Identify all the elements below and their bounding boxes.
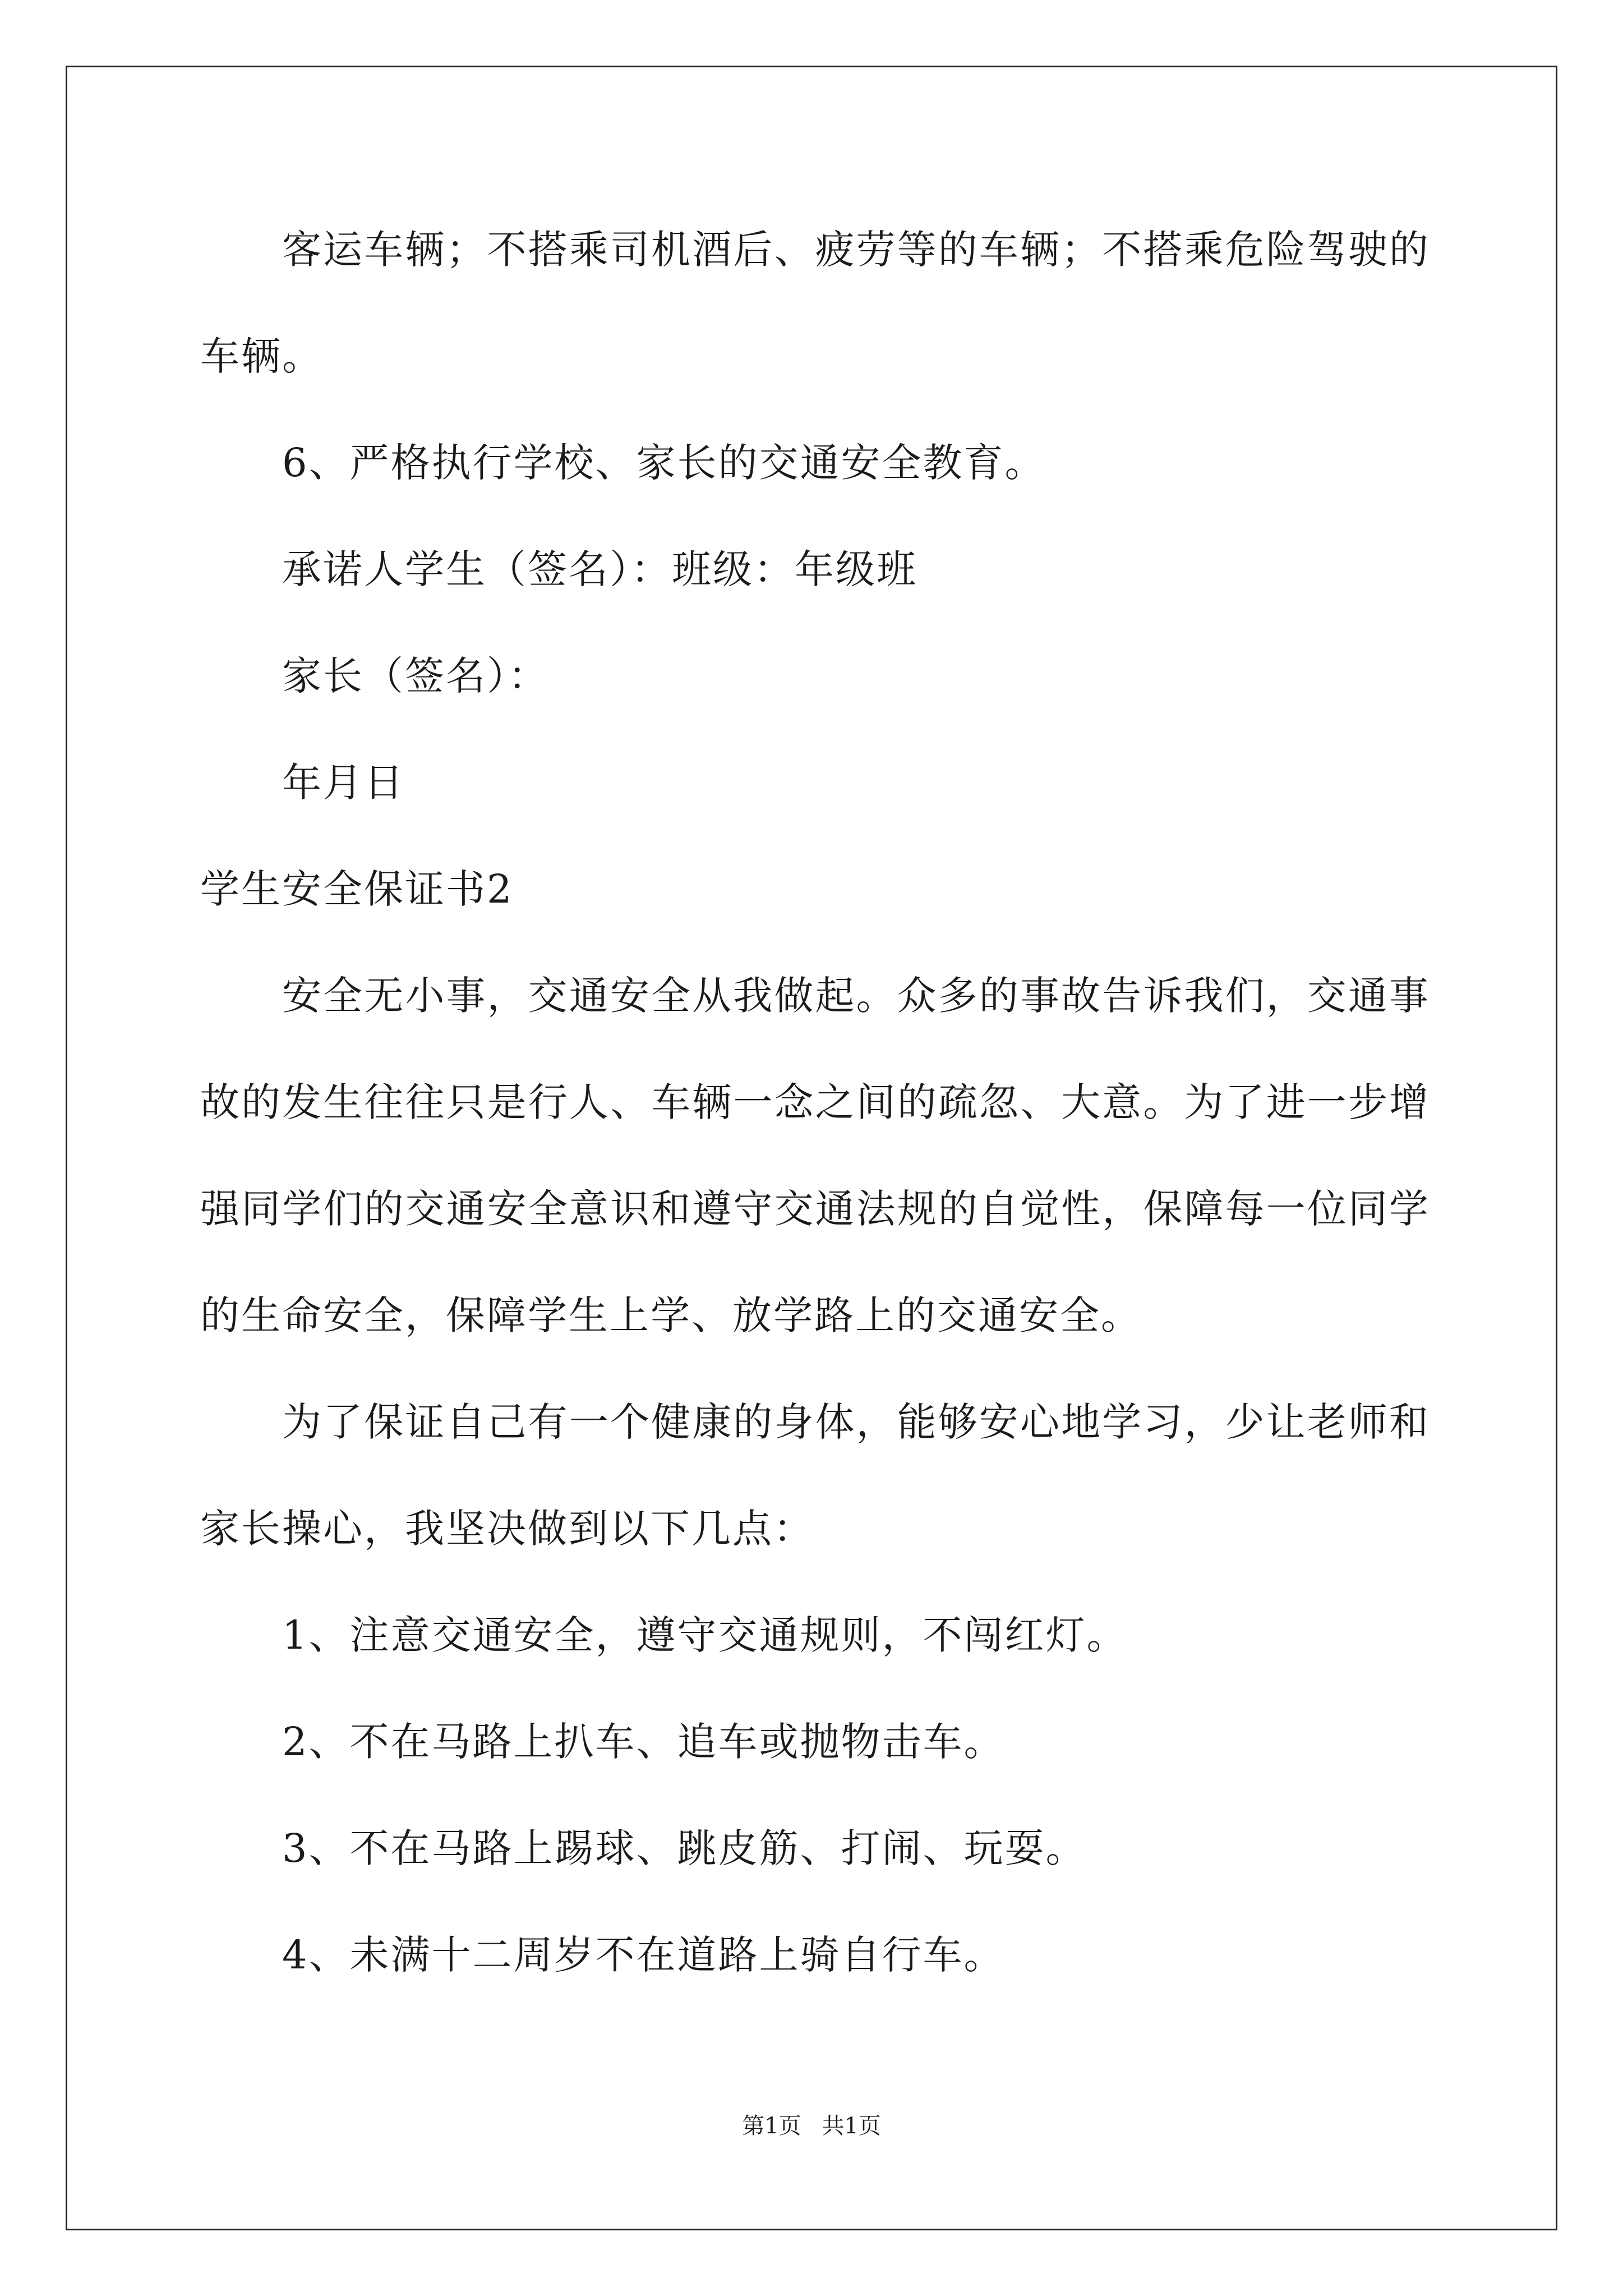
text-line: 客运车辆；不搭乘司机酒后、疲劳等的车辆；不搭乘危险驾驶的 (282, 227, 1428, 273)
text-line: 的生命安全，保障学生上学、放学路上的交通安全。 (200, 1292, 1142, 1338)
text-line: 为了保证自己有一个健康的身体，能够安心地学习，少让老师和 (282, 1399, 1428, 1445)
page-border (66, 66, 1557, 2230)
list-item: 2、不在马路上扒车、追车或抛物击车。 (282, 1719, 1005, 1765)
text-line: 车辆。 (200, 333, 323, 379)
list-item: 3、不在马路上踢球、跳皮筋、打闹、玩耍。 (282, 1825, 1087, 1871)
text-line: 6、严格执行学校、家长的交通安全教育。 (282, 440, 1046, 486)
list-item: 1、注意交通安全，遵守交通规则，不闯红灯。 (282, 1612, 1128, 1658)
date-line: 年月日 (282, 760, 405, 806)
text-line: 安全无小事，交通安全从我做起。众多的事故告诉我们，交通事 (282, 973, 1428, 1019)
text-line: 家长操心，我坚决做到以下几点： (200, 1506, 814, 1552)
text-line: 强同学们的交通安全意识和遵守交通法规的自觉性，保障每一位同学 (200, 1186, 1428, 1232)
text-line: 故的发生往往只是行人、车辆一念之间的疏忽、大意。为了进一步增 (200, 1079, 1428, 1125)
section-title: 学生安全保证书2 (200, 866, 514, 912)
signature-line-student: 承诺人学生（签名）：班级：年级班 (282, 546, 917, 592)
page-footer (0, 2112, 1623, 2140)
page-number: 第1页 (742, 2113, 801, 2139)
list-item: 4、未满十二周岁不在道路上骑自行车。 (282, 1932, 1005, 1978)
signature-line-parent: 家长（签名）： (282, 653, 549, 699)
page-total: 共1页 (822, 2113, 881, 2139)
